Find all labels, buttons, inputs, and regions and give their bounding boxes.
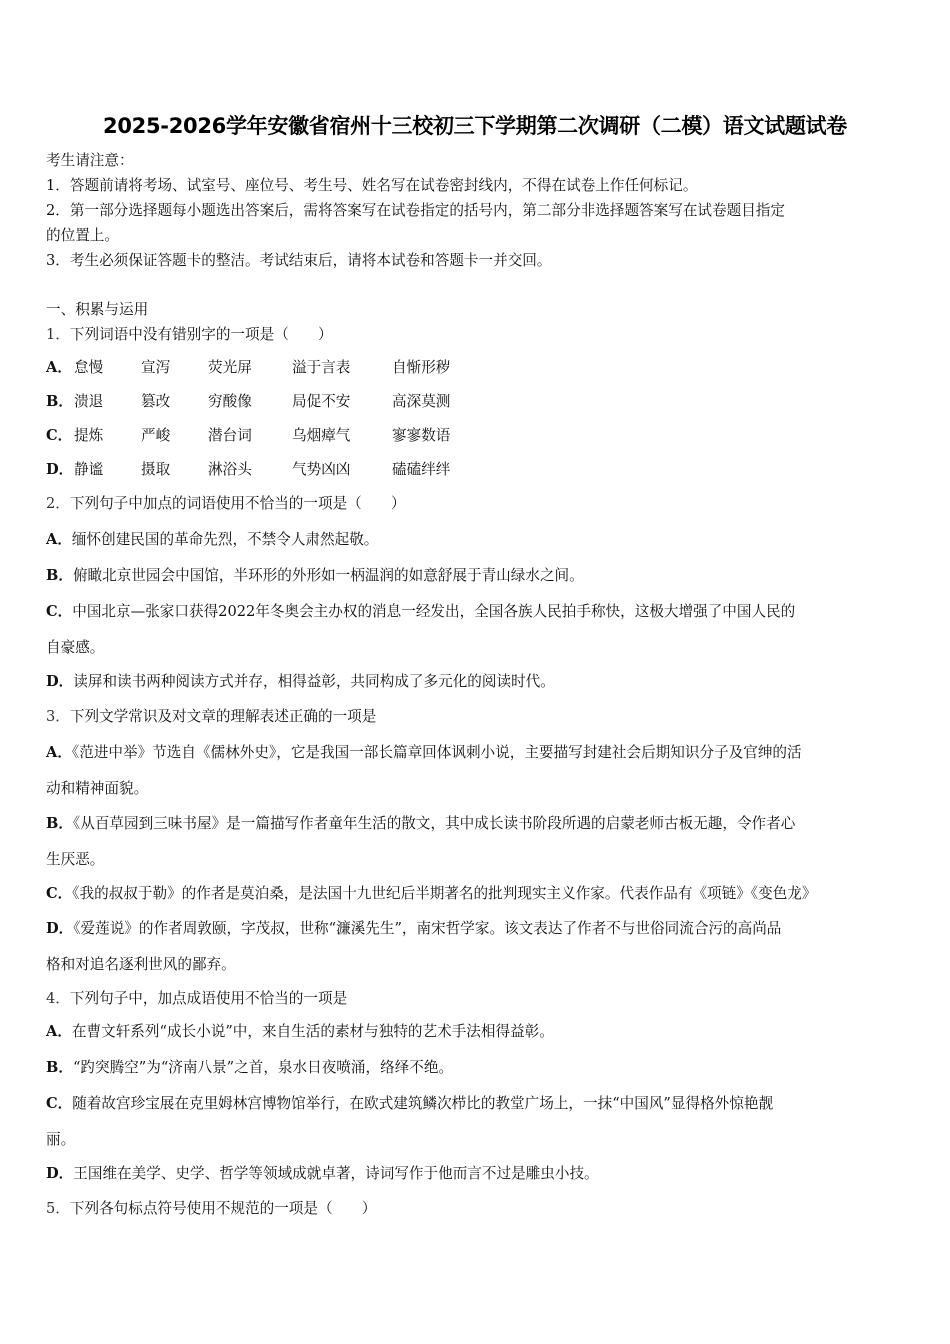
option-label: A．	[46, 531, 72, 548]
option-word: 淋浴头	[208, 461, 252, 478]
option-word: 自惭形秽	[392, 359, 451, 376]
question-text: 下列各句标点符号使用不规范的一项是（ ）	[69, 1200, 377, 1217]
option-word: 溢于言表	[292, 359, 351, 376]
option-text: 王国维在美学、史学、哲学等领域成就卓著，诗词写作于他而言不过是雕虫小技。	[73, 1165, 599, 1182]
option-label: C．	[46, 885, 73, 902]
option-label: C．	[46, 427, 73, 444]
option-label: D．	[46, 673, 74, 690]
option-text: 丽。	[46, 1131, 76, 1148]
q3-option-d-cont	[46, 955, 236, 975]
q2-option-a	[46, 530, 378, 550]
question-number: 3．	[46, 708, 70, 725]
option-label: D．	[46, 920, 74, 937]
option-text: 《爱莲说》的作者周敦颐，字茂叔，世称“濂溪先生”，南宋哲学家。该文表达了作者不与世俗同流合污的高尚品	[73, 920, 782, 937]
q2-option-d	[46, 672, 555, 692]
question-number: 4．	[46, 990, 70, 1007]
option-text: 缅怀创建民国的革命先烈，不禁令人肃然起敬。	[71, 531, 379, 548]
option-label: C．	[46, 1095, 73, 1112]
question-text: 下列句子中加点的词语使用不恰当的一项是（ ）	[69, 495, 406, 512]
question-4-stem	[46, 989, 347, 1009]
q4-option-b	[46, 1058, 453, 1078]
q3-option-b-cont	[46, 850, 104, 870]
q1-option-b	[46, 392, 482, 412]
q4-option-d	[46, 1164, 599, 1184]
option-label: A．	[46, 1023, 72, 1040]
page-title: 2025-2026学年安徽省宿州十三校初三下学期第二次调研（二模）语文试题试卷	[103, 114, 847, 138]
option-word: 寥寥数语	[392, 427, 451, 444]
option-text: 《从百草园到三味书屋》是一篇描写作者童年生活的散文，其中成长读书阶段所遇的启蒙老师古板无趣，令作者心	[72, 815, 796, 832]
option-word: 溃退	[74, 393, 104, 410]
option-word: 提炼	[74, 427, 104, 444]
option-text: 《范进中举》节选自《儒林外史》，它是我国一部长篇章回体讽刺小说，主要描写封建社会后期知识分子及官绅的活	[71, 744, 802, 761]
notice-item: 3．考生必须保证答题卡的整洁。考试结束后，请将本试卷和答题卡一并交回。	[46, 252, 552, 269]
option-word: 磕磕绊绊	[392, 461, 451, 478]
option-word: 宣泻	[141, 359, 171, 376]
option-label: D．	[46, 461, 74, 478]
option-word: 气势凶凶	[292, 461, 351, 478]
option-word: 静谧	[74, 461, 104, 478]
option-word: 局促不安	[292, 393, 351, 410]
option-label: B．	[46, 1059, 73, 1076]
q4-option-a	[46, 1022, 554, 1042]
question-1-stem	[46, 325, 333, 345]
option-word: 潜台词	[208, 427, 252, 444]
q4-option-c-cont	[46, 1130, 75, 1150]
question-text: 下列文学常识及对文章的理解表述正确的一项是	[69, 708, 377, 725]
option-text: 读屏和读书两种阅读方式并存，相得益彰，共同构成了多元化的阅读时代。	[73, 673, 555, 690]
option-label: B．	[46, 567, 73, 584]
option-label: A．	[46, 744, 72, 761]
question-2-stem	[46, 494, 406, 514]
question-3-stem	[46, 707, 376, 727]
notice-item: 1．答题前请将考场、试室号、座位号、考生号、姓名写在试卷密封线内，不得在试卷上作任何标记。	[46, 177, 698, 194]
notice-item: 的位置上。	[46, 227, 119, 244]
option-word: 高深莫测	[392, 393, 451, 410]
question-5-stem	[46, 1199, 376, 1219]
option-label: D．	[46, 1165, 74, 1182]
option-label: C．	[46, 603, 73, 620]
question-text: 下列词语中没有错别字的一项是（ ）	[69, 326, 333, 343]
q1-option-a	[46, 358, 482, 378]
q1-option-c	[46, 426, 482, 446]
option-text: 随着故宫珍宝展在克里姆林宫博物馆举行，在欧式建筑鳞次栉比的教堂广场上，一抹“中国风”显得格外惊艳靓	[72, 1095, 774, 1112]
q2-option-c	[46, 602, 795, 622]
q3-option-d	[46, 919, 781, 939]
option-text: 中国北京—张家口获得2022年冬奥会主办权的消息一经发出，全国各族人民拍手称快，这极大增强了中国人民的	[72, 603, 796, 620]
option-word: 摄取	[141, 461, 171, 478]
option-label: B．	[46, 393, 73, 410]
option-text: “趵突腾空”为“济南八景”之首，泉水日夜喷涌，络绎不绝。	[72, 1059, 454, 1076]
q3-option-a	[46, 743, 802, 763]
option-text: 格和对追名逐利世风的鄙弃。	[46, 956, 236, 973]
q4-option-c	[46, 1094, 773, 1114]
option-text: 自豪感。	[46, 639, 105, 656]
option-text: 《我的叔叔于勒》的作者是莫泊桑，是法国十九世纪后半期著名的批判现实主义作家。代表作品有《项链》《变色龙》	[72, 885, 817, 902]
option-word: 荧光屏	[208, 359, 252, 376]
q3-option-b	[46, 814, 795, 834]
option-word: 篡改	[141, 393, 171, 410]
question-number: 5．	[46, 1200, 70, 1217]
option-word: 严峻	[141, 427, 171, 444]
q3-option-c	[46, 884, 817, 904]
q3-option-a-cont	[46, 779, 148, 799]
option-label: A．	[46, 359, 72, 376]
option-word: 乌烟瘴气	[292, 427, 351, 444]
option-text: 动和精神面貌。	[46, 780, 149, 797]
q2-option-b	[46, 566, 584, 586]
option-text: 俯瞰北京世园会中国馆，半环形的外形如一柄温润的如意舒展于青山绿水之间。	[72, 567, 584, 584]
section-heading: 一、积累与运用	[46, 301, 149, 318]
question-number: 1．	[46, 326, 70, 343]
question-number: 2．	[46, 495, 70, 512]
option-text: 在曹文轩系列“成长小说”中，来自生活的素材与独特的艺术手法相得益彰。	[71, 1023, 554, 1040]
notice-heading: 考生请注意：	[46, 152, 134, 169]
question-text: 下列句子中，加点成语使用不恰当的一项是	[69, 990, 348, 1007]
q2-option-c-cont	[46, 638, 104, 658]
option-text: 生厌恶。	[46, 851, 105, 868]
notice-item: 2．第一部分选择题每小题选出答案后，需将答案写在试卷指定的括号内，第二部分非选择题答案写在试卷题目指定	[46, 202, 785, 219]
option-word: 穷酸像	[208, 393, 252, 410]
option-word: 怠慢	[74, 359, 104, 376]
option-label: B．	[46, 815, 73, 832]
q1-option-d	[46, 460, 482, 480]
